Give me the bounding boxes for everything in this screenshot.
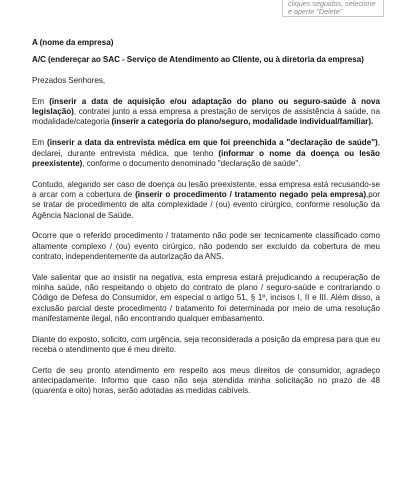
body-text: Em [32,96,50,106]
body-text: Ocorre que o referido procedimento / tratamento não pode ser tecnicamente classificado como altamente complexo / (ou) evento cirúrgico, não podendo ser excluído da cobertura de meu contrato, independentemente da autorização da ANS. [32,231,380,261]
body-text: , contratei junto a essa empresa a prestação de serviços de assistência à saúde, na modalidade/categoria [32,107,380,127]
recipient-line [32,38,380,48]
instruction-note-text: cliques seguidos, selecione e aperte "Delete" [288,0,376,17]
paragraph-closing [32,366,380,397]
attention-line [32,55,380,65]
paragraph-request [32,335,380,356]
body-text: ,por se tratar de procedimento de alta complexidade / (ou) evento cirúrgico, conforme resolução da Agência Nacional de Saúde. [32,189,380,220]
paragraph-acquisition [32,97,380,128]
placeholder-text: (inserir a categoria do plano/seguro, modalidade individual/familiar). [111,117,374,127]
placeholder-text: (informar o nome da doença ou lesão preexistente) [32,148,380,168]
body-text: Em [32,138,48,148]
body-text: Diante do exposto, solicito, com urgência, seja reconsiderada a posição da empresa para que eu receba o atendimento que é meu direito. [32,334,380,355]
placeholder-text: (inserir a data de aquisição e/ou adaptação do plano ou seguro-saúde à nova legislação) [32,96,380,117]
paragraph-health-declaration [32,138,380,169]
attention-placeholder: A/C (endereçar ao SAC - Serviço de Atendimento ao Cliente, ou à diretoria da empresa) [32,55,364,65]
recipient-placeholder: A (nome da empresa) [32,38,114,47]
paragraph-refusal [32,180,380,221]
body-text: , declarei, durante entrevista médica, que tenho [32,138,380,158]
placeholder-text: (inserir a data da entrevista médica em que foi preenchida a "declaração de saúde") [47,138,378,148]
letter-body [32,38,380,407]
body-text: Contudo, alegando ser caso de doença ou lesão preexistente, essa empresa está recusando-se a arcar com a cobertura de [32,179,380,199]
body-text: Certo de seu pronto atendimento em respeito aos meus direitos de consumidor, agradeço antecipadamente. Informo que caso não seja atendida minha solicitação no prazo de 48 (quarenta e oito) horas, serão adotadas as medidas cabíveis. [32,365,380,396]
body-text: , conforme o documento denominado "declaração de saúde". [82,158,301,168]
paragraph-legal-basis [32,273,380,324]
placeholder-text: (inserir o procedimento / tratamento negado pela empresa) [135,189,367,199]
paragraph-classification [32,231,380,262]
body-text: Vale salientar que ao insistir na negativa, esta empresa estará prejudicando a recuperação de minha saúde, não respeitando o objeto do contrato de plano / seguro-saúde e contrariando o Código de Defesa do Consumidor, em especial o artigo 51, § 1º, incisos I, II e III. Além disso, a exclusão parcial deste procedimento / tratamento foi determinada por meio de uma resolução manifestamente ilegal, não encontrando qualquer embasamento. [32,272,380,323]
greeting: Prezados Senhores, [32,76,106,86]
instruction-note [282,0,384,17]
